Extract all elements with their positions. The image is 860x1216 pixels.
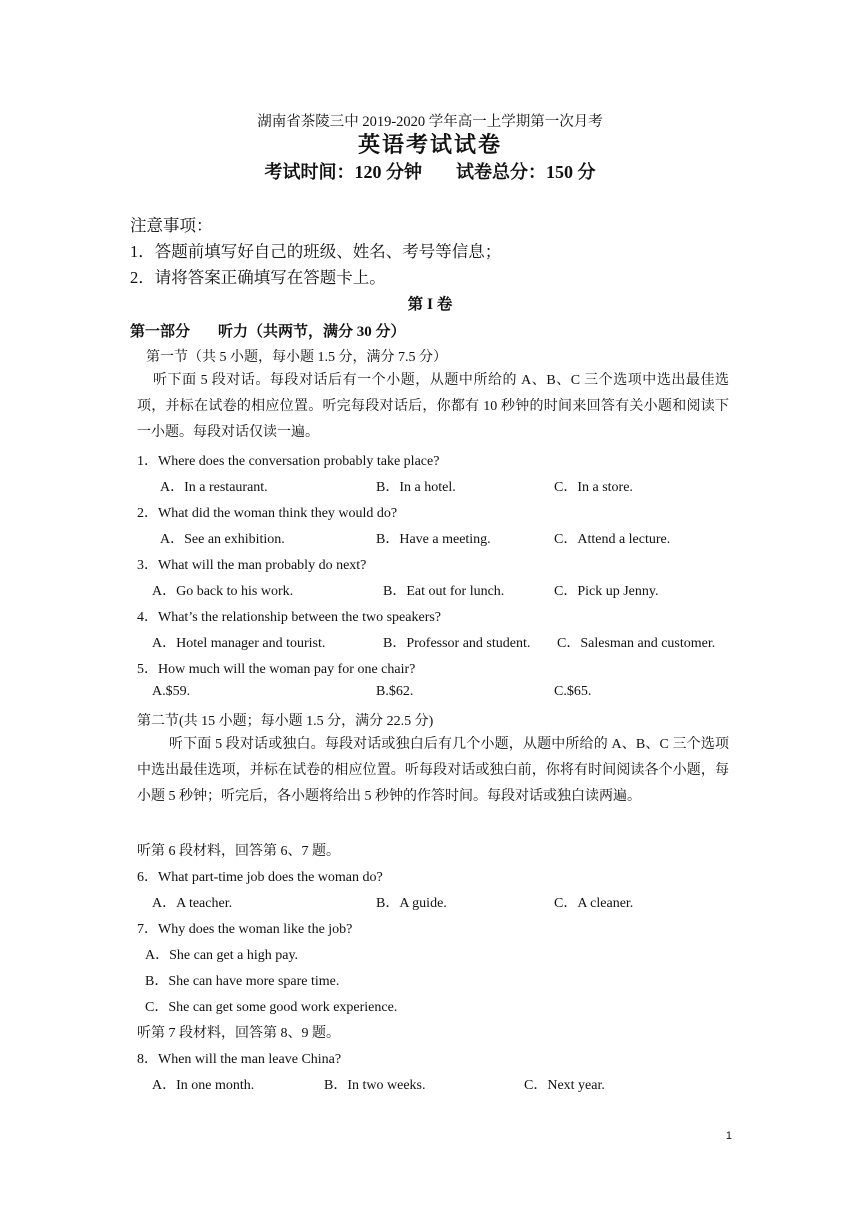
question-7-option-b: B．She can have more spare time. bbox=[145, 974, 340, 989]
volume-heading: 第 I 卷 bbox=[407, 296, 453, 313]
notice-item-2: 2．请将答案正确填写在答题卡上。 bbox=[130, 268, 386, 287]
section-2-instructions: 听下面 5 段对话或独白。每段对话或独白后有几个小题，从题中所给的 A、B、C 三个选项中选出最佳选项，并标在试卷的相应位置。听每段对话或独白前，你将有时间阅读各个小题，每小题 5 秒钟；听完后，各小题将给出 5 秒钟的作答时间。每段对话或独白读两遍。 bbox=[137, 737, 729, 804]
question-3: 3．What will the man probably do next? bbox=[137, 558, 367, 573]
page-number: 1 bbox=[725, 1130, 732, 1142]
notice-item-1: 1．答题前填写好自己的班级、姓名、考号等信息； bbox=[130, 242, 502, 261]
question-1: 1．Where does the conversation probably take place? bbox=[137, 454, 440, 469]
question-8-option-b: B．In two weeks. bbox=[324, 1078, 426, 1093]
question-6: 6．What part-time job does the woman do? bbox=[137, 870, 383, 885]
part-heading bbox=[130, 320, 406, 341]
question-3-option-b: B．Eat out for lunch. bbox=[383, 584, 505, 599]
question-5-option-a: A.$59. bbox=[152, 684, 191, 699]
question-2-option-c: C．Attend a lecture. bbox=[554, 532, 671, 547]
material-6-heading: 听第 6 段材料，回答第 6、7 题。 bbox=[137, 844, 340, 859]
material-7-heading: 听第 7 段材料，回答第 8、9 题。 bbox=[137, 1026, 340, 1041]
question-7-option-a: A．She can get a high pay. bbox=[145, 948, 299, 963]
exam-total-score: 试卷总分：150 分 bbox=[456, 162, 596, 182]
question-4-option-c: C．Salesman and customer. bbox=[557, 636, 716, 651]
question-1-option-c: C．In a store. bbox=[554, 480, 633, 495]
question-2: 2．What did the woman think they would do? bbox=[137, 506, 398, 521]
question-1-option-b: B．In a hotel. bbox=[376, 480, 456, 495]
notice-heading: 注意事项： bbox=[130, 216, 213, 235]
exam-time: 考试时间：120 分钟 bbox=[264, 162, 422, 182]
question-8-option-a: A．In one month. bbox=[152, 1078, 255, 1093]
question-6-option-b: B．A guide. bbox=[376, 896, 447, 911]
section-1-instructions: 听下面 5 段对话。每段对话后有一个小题，从题中所给的 A、B、C 三个选项中选出最佳选项，并标在试卷的相应位置。听完每段对话后，你都有 10 秒钟的时间来回答有关小题和阅读下一小题。每段对话仅读一遍。 bbox=[137, 373, 729, 440]
question-2-option-a: A．See an exhibition. bbox=[160, 532, 285, 547]
question-2-option-b: B．Have a meeting. bbox=[376, 532, 491, 547]
school-subtitle: 湖南省茶陵三中 2019-2020 学年高一上学期第一次月考 bbox=[257, 114, 603, 130]
question-4: 4．What’s the relationship between the two speakers? bbox=[137, 610, 442, 625]
question-5: 5．How much will the woman pay for one chair? bbox=[137, 662, 416, 677]
section-1-title: 第一节（共 5 小题，每小题 1.5 分，满分 7.5 分） bbox=[146, 350, 447, 365]
question-6-option-a: A．A teacher. bbox=[152, 896, 233, 911]
question-3-option-a: A．Go back to his work. bbox=[152, 584, 294, 599]
question-7: 7．Why does the woman like the job? bbox=[137, 922, 353, 937]
exam-meta bbox=[0, 158, 860, 184]
question-5-option-c: C.$65. bbox=[554, 684, 592, 699]
section-2-title: 第二节(共 15 小题；每小题 1.5 分，满分 22.5 分) bbox=[137, 714, 434, 729]
question-6-option-c: C．A cleaner. bbox=[554, 896, 634, 911]
question-5-option-b: B.$62. bbox=[376, 684, 414, 699]
part-subtitle: 听力（共两节，满分 30 分） bbox=[218, 324, 406, 340]
question-4-option-a: A．Hotel manager and tourist. bbox=[152, 636, 326, 651]
part-title: 第一部分 bbox=[130, 324, 191, 340]
question-8-option-c: C．Next year. bbox=[524, 1078, 605, 1093]
question-8: 8．When will the man leave China? bbox=[137, 1052, 342, 1067]
exam-title: 英语考试试卷 bbox=[357, 132, 502, 157]
question-3-option-c: C．Pick up Jenny. bbox=[554, 584, 659, 599]
question-7-option-c: C．She can get some good work experience. bbox=[145, 1000, 398, 1015]
question-1-option-a: A．In a restaurant. bbox=[160, 480, 268, 495]
question-4-option-b: B．Professor and student. bbox=[383, 636, 531, 651]
